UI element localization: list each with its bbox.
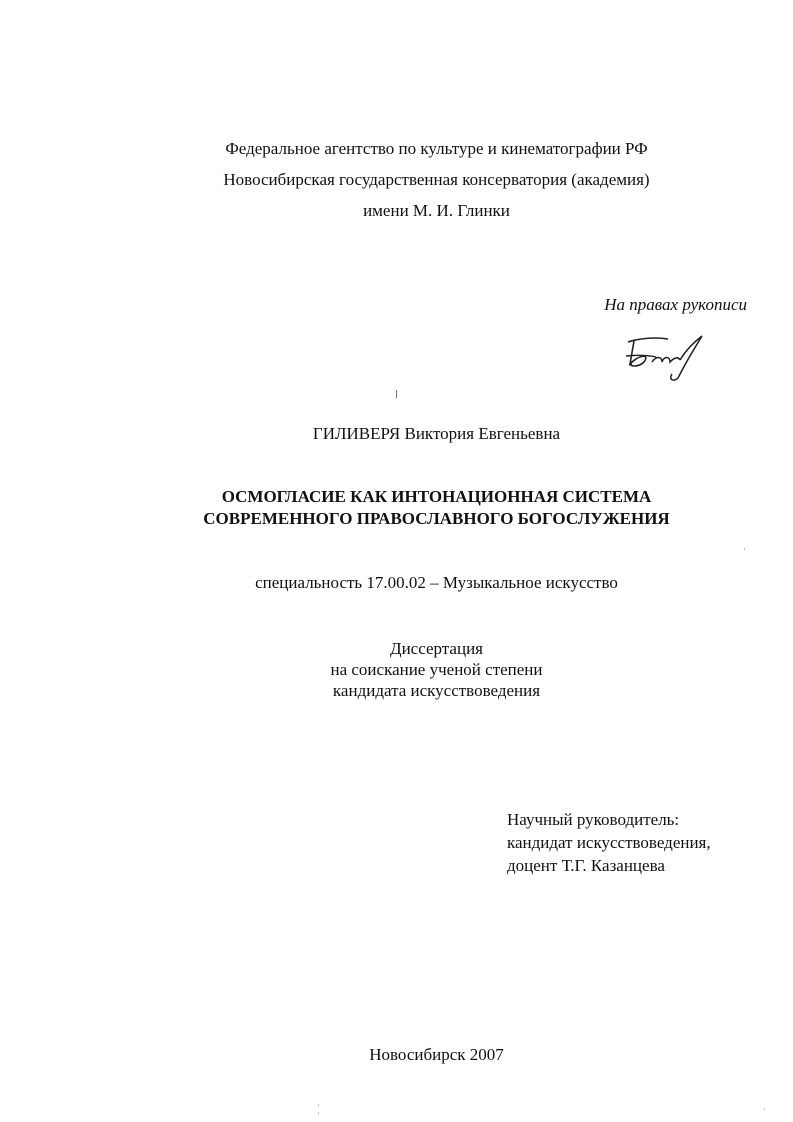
dissertation-title	[40, 486, 793, 530]
title-line-1: ОСМОГЛАСИЕ КАК ИНТОНАЦИОННАЯ СИСТЕМА	[221, 487, 652, 506]
scan-speck	[744, 548, 745, 550]
supervisor-line-3: доцент Т.Г. Казанцева	[507, 856, 665, 875]
scan-speck	[318, 1104, 319, 1106]
title-line-2: СОВРЕМЕННОГО ПРАВОСЛАВНОГО БОГОСЛУЖЕНИЯ	[203, 509, 670, 528]
manuscript-note: На правах рукописи	[604, 295, 747, 314]
author-name: ГИЛИВЕРЯ Виктория Евгеньевна	[312, 424, 561, 443]
degree-block	[40, 638, 793, 701]
supervisor-block	[507, 808, 711, 877]
scan-mark	[396, 390, 397, 398]
degree-line-2: на соискание ученой степени	[330, 660, 543, 679]
supervisor-line-1: Научный руководитель:	[507, 810, 680, 829]
handwritten-signature	[622, 328, 706, 384]
agency-line: Федеральное агентство по культуре и кинематографии РФ	[225, 139, 648, 158]
specialty-line: специальность 17.00.02 – Музыкальное искусство	[255, 573, 618, 592]
scan-speck	[318, 1112, 319, 1114]
named-after-line: имени М. И. Глинки	[363, 201, 510, 220]
city-year: Новосибирск 2007	[369, 1045, 504, 1064]
degree-line-1: Диссертация	[389, 639, 483, 658]
degree-line-3: кандидата искусствоведения	[332, 681, 541, 700]
conservatory-line: Новосибирская государственная консерватория (академия)	[223, 170, 650, 189]
scan-speck	[764, 1108, 765, 1110]
institution-block	[40, 133, 793, 226]
supervisor-line-2: кандидат искусствоведения,	[507, 833, 711, 852]
